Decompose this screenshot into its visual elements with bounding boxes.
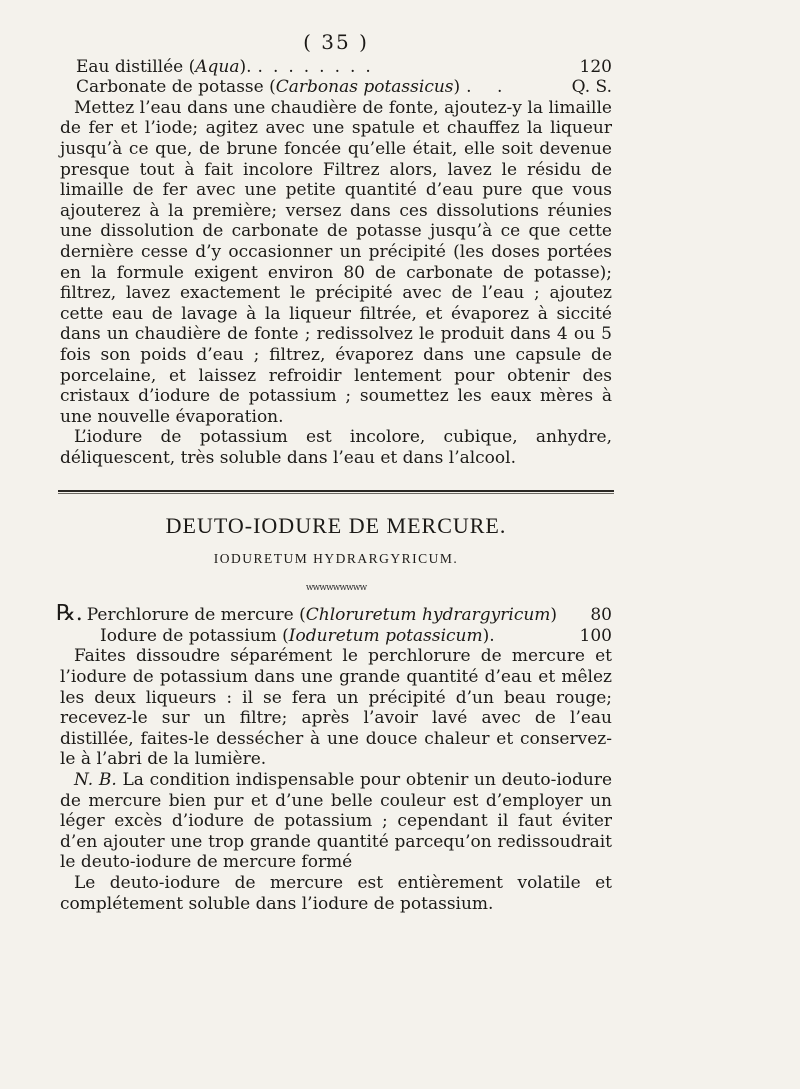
section-subtitle: IODURETUM HYDRARGYRICUM.	[213, 551, 459, 567]
ingredient-qty: 120	[579, 56, 612, 77]
ingredient-line: Eau distillée (Aqua). ........ 120	[76, 56, 612, 77]
paragraph-note: N. B. La condition indispensable pour obtenir un deuto-iodure de mercure bien pur et d’une belle couleur est d’employer un léger excès d’iodure de potassium ; cependant il faut éviter d’en ajouter une trop grande quantité parcequ’on redissoudrait le deuto-iodure de mercure formé	[60, 770, 613, 873]
ingredient-qty: Q. S.	[571, 77, 612, 98]
nb-label: N. B.	[74, 770, 117, 790]
recipe-qty: 80	[590, 605, 612, 626]
section-divider	[58, 490, 614, 494]
paragraph-properties: L’iodure de potassium est incolore, cubique, anhydre, déliquescent, très soluble dans l’eau et dans l’alcool.	[60, 427, 612, 468]
section-title: DEUTO-IODURE DE MERCURE.	[165, 513, 507, 539]
paragraph-preparation: Mettez l’eau dans une chaudière de fonte, ajoutez-y la limaille de fer et l’iode; agitez avec une spatule et chauffez la liqueur jusqu’à ce que, de brune foncée qu’elle était, elle soit devenue presque tout à fait incolore Filtrez alors, lavez le résidu de limaille de fer avec une petite quantité d’eau pure que vous ajouterez à la première; versez dans ces dissolutions réunies une dissolution de carbonate de potasse jusqu’à ce que cette dernière cesse d’y occasionner un précipité (les doses portées en la formule exigent environ 80 de carbonate de potasse); filtrez, lavez exactement le précipité avec de l’eau ; ajoutez cette eau de lavage à la liqueur filtrée, et évaporez à siccité dans un chaudière de fonte ; redissolvez le produit dans 4 ou 5 fois son poids d’eau ; filtrez, évaporez dans une capsule de porcelaine, et laissez refroidir lentement pour obtenir des cristaux d’iodure de potassium ; soumettez les eaux mères à une nouvelle évaporation.	[60, 97, 612, 427]
recipe-line: ℞. Perchlorure de mercure (Chloruretum hydrargyricum) 80	[56, 601, 612, 627]
book-page	[56, 30, 613, 914]
recipe-line: Iodure de potassium (Ioduretum potassicum). 100	[100, 625, 612, 646]
leader-dots: ........	[257, 56, 381, 77]
ornament: wwwwwwwww	[305, 582, 367, 593]
ingredient-line: Carbonate de potasse (Carbonas potassicus) . . Q. S.	[76, 77, 612, 98]
paragraph-final: Le deuto-iodure de mercure est entièrement volatile et complétement soluble dans l’iodure de potassium.	[60, 872, 612, 914]
recipe-qty: 100	[579, 625, 612, 646]
leader-dots: . .	[466, 77, 513, 98]
paragraph-method: Faites dissoudre séparément le perchlorure de mercure et l’iodure de potassium dans une grande quantité d’eau et mêlez les deux liqueurs : il se fera un précipité d’un beau rouge; recevez-le sur un filtre; après l’avoir lavé avec de l’eau distillée, faites-le dessécher à une douce chaleur et conservez-le à l’abri de la lumière.	[60, 646, 612, 770]
page-number: ( 35 )	[303, 30, 369, 54]
recipe-symbol: ℞.	[56, 601, 83, 627]
